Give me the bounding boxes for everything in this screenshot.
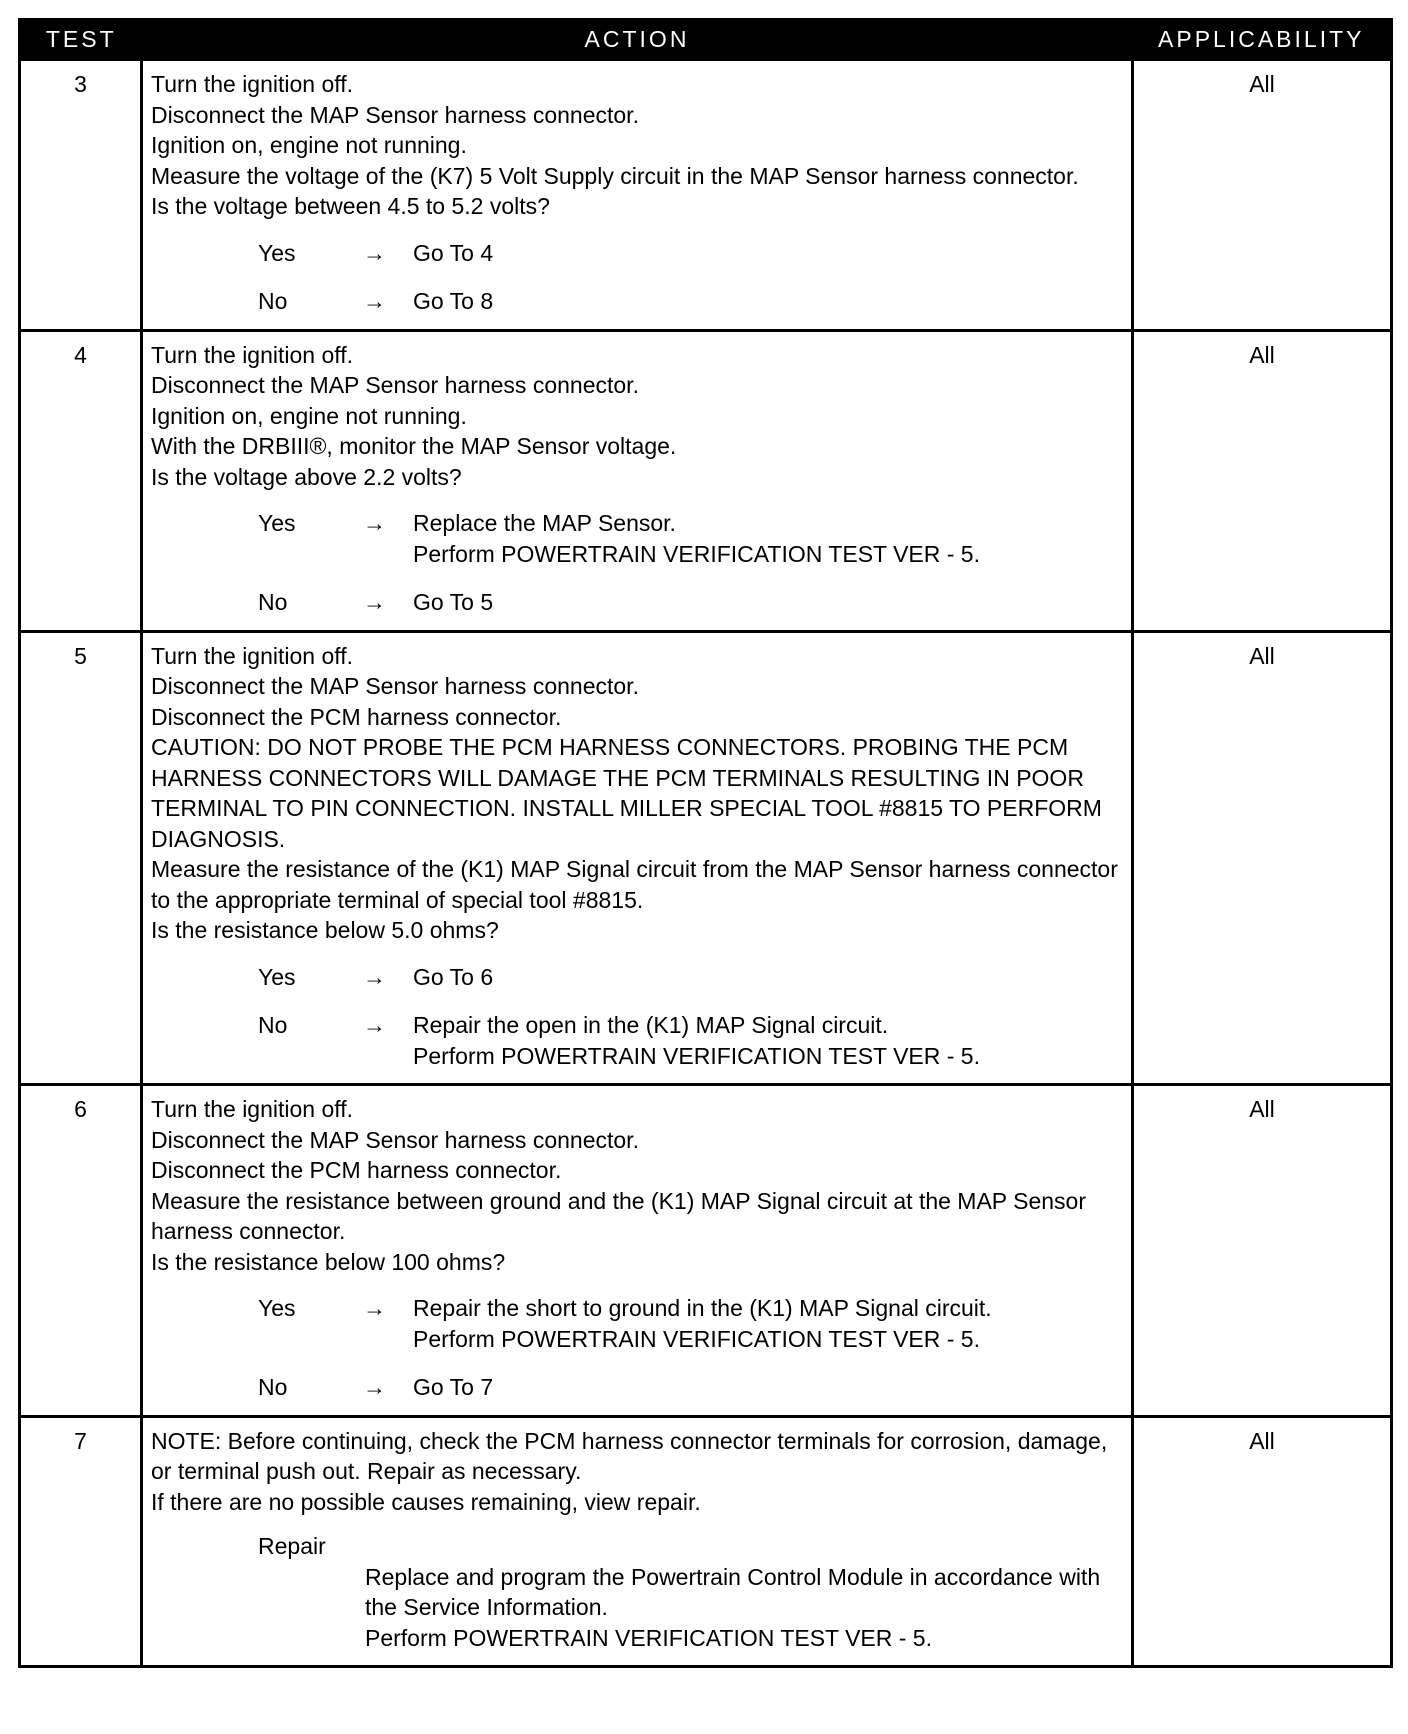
diagnostic-test-table: [18, 18, 1393, 1668]
action-step: If there are no possible causes remaining, view repair.: [151, 1488, 701, 1515]
header-applicability: APPLICABILITY: [1133, 20, 1392, 60]
right-arrow-icon: →: [363, 1295, 386, 1321]
action-cell: [142, 1085, 1133, 1417]
table-row: [20, 60, 1392, 331]
action-step: Disconnect the MAP Sensor harness connector.: [151, 673, 639, 699]
right-arrow-icon: →: [363, 239, 386, 266]
test-number: 6: [20, 1085, 142, 1417]
result-branch: [151, 286, 1123, 317]
action-step: Ignition on, engine not running.: [151, 132, 467, 158]
header-test: TEST: [20, 20, 142, 60]
action-step: Measure the voltage of the (K7) 5 Volt Supply circuit in the MAP Sensor harness connector.: [151, 162, 1079, 189]
result-answer: Yes: [258, 963, 296, 990]
instruction-line: Go To 4: [413, 239, 494, 266]
right-arrow-icon: →: [363, 1012, 386, 1038]
applicability-cell: All: [1133, 330, 1392, 631]
instruction-line: Go To 7: [413, 1374, 494, 1400]
instruction-line: Go To 6: [413, 963, 494, 990]
result-instruction: [413, 1010, 1123, 1071]
right-arrow-icon: →: [363, 589, 386, 615]
action-cell: [142, 631, 1133, 1085]
table-row: [20, 1416, 1392, 1667]
action-step: Turn the ignition off.: [151, 1096, 354, 1122]
instruction-line: Go To 8: [413, 288, 494, 314]
action-step: Disconnect the PCM harness connector.: [151, 703, 562, 730]
applicability-cell: All: [1133, 631, 1392, 1085]
result-answer: No: [258, 1374, 288, 1400]
action-step: NOTE: Before continuing, check the PCM harness connector terminals for corrosion, damage, or terminal push out. Repair as necessary.: [151, 1427, 1108, 1484]
instruction-line: Replace the MAP Sensor.: [413, 510, 676, 536]
action-step: Turn the ignition off.: [151, 341, 354, 368]
action-step: Is the voltage between 4.5 to 5.2 volts?: [151, 193, 550, 219]
action-step: Turn the ignition off.: [151, 71, 354, 97]
action-step: Ignition on, engine not running.: [151, 402, 467, 429]
result-answer: No: [258, 1012, 288, 1038]
applicability-cell: All: [1133, 1416, 1392, 1667]
result-instruction: [413, 238, 1123, 269]
result-instruction: [413, 286, 1123, 317]
table-row: [20, 330, 1392, 631]
action-step: Disconnect the PCM harness connector.: [151, 1157, 562, 1183]
table-row: [20, 1085, 1392, 1417]
table-row: [20, 631, 1392, 1085]
test-number: 5: [20, 631, 142, 1085]
result-instruction: [413, 1293, 1123, 1354]
right-arrow-icon: →: [363, 510, 386, 536]
action-step: Measure the resistance of the (K1) MAP Signal circuit from the MAP Sensor harness connector to the appropriate terminal of special tool #8815.: [151, 856, 1118, 913]
action-cell: [142, 1416, 1133, 1667]
test-number: 7: [20, 1416, 142, 1667]
repair-line: Perform POWERTRAIN VERIFICATION TEST VER - 5.: [365, 1624, 932, 1651]
action-step: Is the voltage above 2.2 volts?: [151, 463, 462, 490]
repair-label: Repair: [258, 1533, 326, 1559]
action-step: Disconnect the MAP Sensor harness connector.: [151, 372, 639, 398]
table-header: [20, 20, 1392, 60]
result-branch: [151, 1372, 1123, 1403]
action-cell: [142, 60, 1133, 331]
result-instruction: [413, 508, 1123, 569]
instruction-line: Perform POWERTRAIN VERIFICATION TEST VER - 5.: [413, 1325, 980, 1352]
result-answer: No: [258, 589, 288, 615]
repair-instructions: [151, 1562, 1123, 1654]
result-instruction: [413, 962, 1123, 993]
instruction-line: Repair the short to ground in the (K1) MAP Signal circuit.: [413, 1295, 992, 1321]
result-answer: Yes: [258, 1295, 296, 1321]
instruction-line: Repair the open in the (K1) MAP Signal circuit.: [413, 1012, 889, 1038]
test-number: 4: [20, 330, 142, 631]
action-step: Disconnect the MAP Sensor harness connector.: [151, 1126, 639, 1153]
instruction-line: Go To 5: [413, 589, 494, 615]
result-branch: [151, 962, 1123, 993]
repair-line: Replace and program the Powertrain Control Module in accordance with the Service Information.: [365, 1563, 1101, 1620]
test-number: 3: [20, 60, 142, 331]
action-step: Is the resistance below 5.0 ohms?: [151, 917, 499, 943]
instruction-line: Perform POWERTRAIN VERIFICATION TEST VER - 5.: [413, 1042, 980, 1069]
instruction-line: Perform POWERTRAIN VERIFICATION TEST VER - 5.: [413, 540, 980, 567]
applicability-cell: All: [1133, 60, 1392, 331]
action-step: Turn the ignition off.: [151, 642, 354, 669]
action-step: With the DRBIII®, monitor the MAP Sensor voltage.: [151, 433, 677, 459]
result-branch: [151, 1010, 1123, 1071]
result-answer: Yes: [258, 239, 296, 266]
result-branch: [151, 238, 1123, 269]
action-step: Is the resistance below 100 ohms?: [151, 1248, 506, 1275]
right-arrow-icon: →: [363, 288, 386, 314]
action-cell: [142, 330, 1133, 631]
result-branch: [151, 1293, 1123, 1354]
right-arrow-icon: →: [363, 963, 386, 990]
applicability-cell: All: [1133, 1085, 1392, 1417]
result-branch: [151, 508, 1123, 569]
table-body: [20, 60, 1392, 1667]
result-instruction: [413, 587, 1123, 618]
action-step: CAUTION: DO NOT PROBE THE PCM HARNESS CONNECTORS. PROBING THE PCM HARNESS CONNECTORS WILL DAMAGE THE PCM TERMINALS RESULTING IN POOR TERMINAL TO PIN CONNECTION. INSTALL MILLER SPECIAL TOOL #8815 TO PERFORM DIAGNOSIS.: [151, 734, 1102, 852]
result-branch: [151, 587, 1123, 618]
header-action: ACTION: [142, 20, 1133, 60]
right-arrow-icon: →: [363, 1374, 386, 1400]
action-step: Disconnect the MAP Sensor harness connector.: [151, 101, 639, 128]
result-instruction: [413, 1372, 1123, 1403]
action-step: Measure the resistance between ground and the (K1) MAP Signal circuit at the MAP Sensor harness connector.: [151, 1187, 1086, 1244]
result-answer: Yes: [258, 510, 296, 536]
result-answer: No: [258, 288, 288, 314]
